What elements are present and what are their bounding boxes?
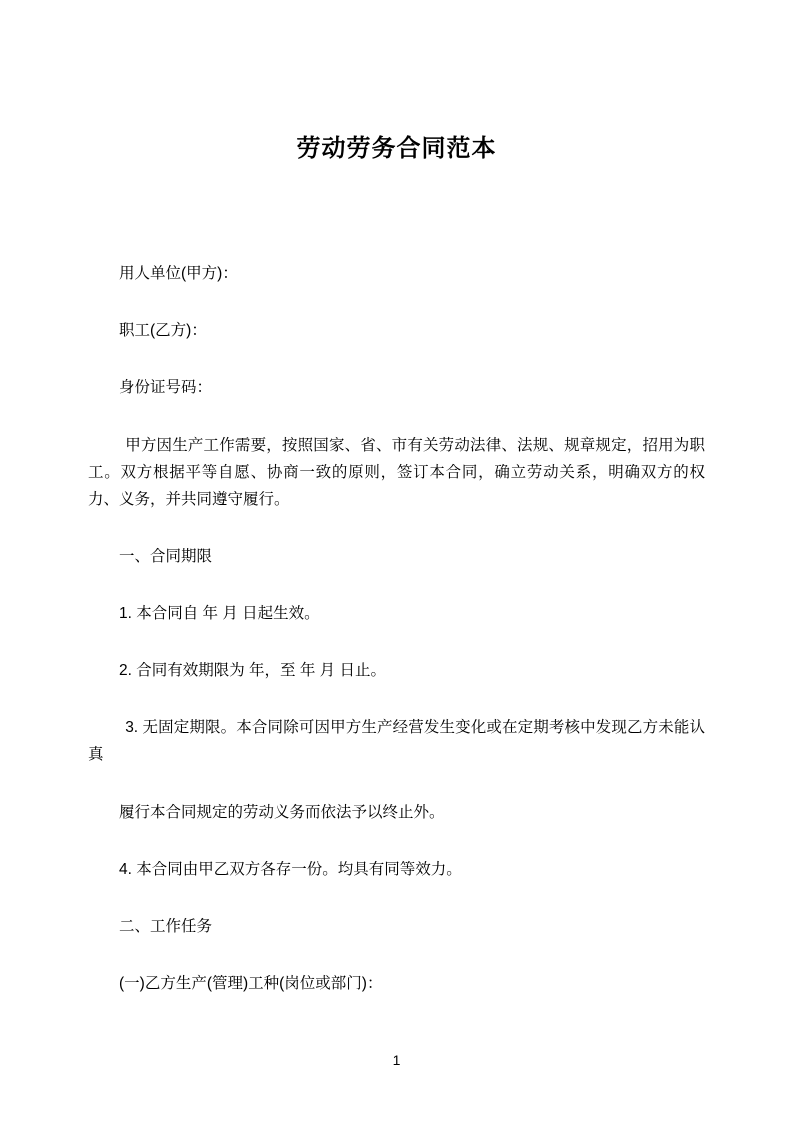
heading-section-1: 一、合同期限 (119, 547, 213, 565)
paragraph-clause-1-4: 4. 本合同由甲乙双方各存一份。均具有同等效力。 (119, 860, 462, 878)
heading-section-2: 二、工作任务 (119, 917, 213, 935)
paragraph-clause-1-3-continued: 履行本合同规定的劳动义务而依法予以终止外。 (119, 803, 445, 821)
page-number: 1 (392, 1052, 401, 1068)
paragraph-clause-1-1: 1. 本合同自 年 月 日起生效。 (119, 605, 320, 623)
document-body (88, 0, 705, 1027)
paragraph-employer-field: 用人单位(甲方)： (119, 265, 238, 283)
paragraph-clause-1-3: 3. 无固定期限。本合同除可因甲方生产经营发生变化或在定期考核中发现乙方未能认真 (88, 719, 705, 764)
paragraph-clause-2-1: (一)乙方生产(管理)工种(岗位或部门)： (119, 974, 383, 992)
paragraph-employee-field: 职工(乙方)： (119, 322, 207, 340)
paragraph-id-number-field: 身份证号码： (119, 379, 213, 397)
page-title: 劳动劳务合同范本 (296, 135, 497, 162)
contract-text-block (88, 260, 705, 997)
paragraph-clause-1-2: 2. 合同有效期限为 年，至 年 月 日止。 (119, 662, 386, 680)
paragraph-preamble: 甲方因生产工作需要，按照国家、省、市有关劳动法律、法规、规章规定，招用为职工。双方根据平等自愿、协商一致的原则，签订本合同，确立劳动关系，明确双方的权力、义务，并共同遵守履行。 (88, 436, 705, 508)
